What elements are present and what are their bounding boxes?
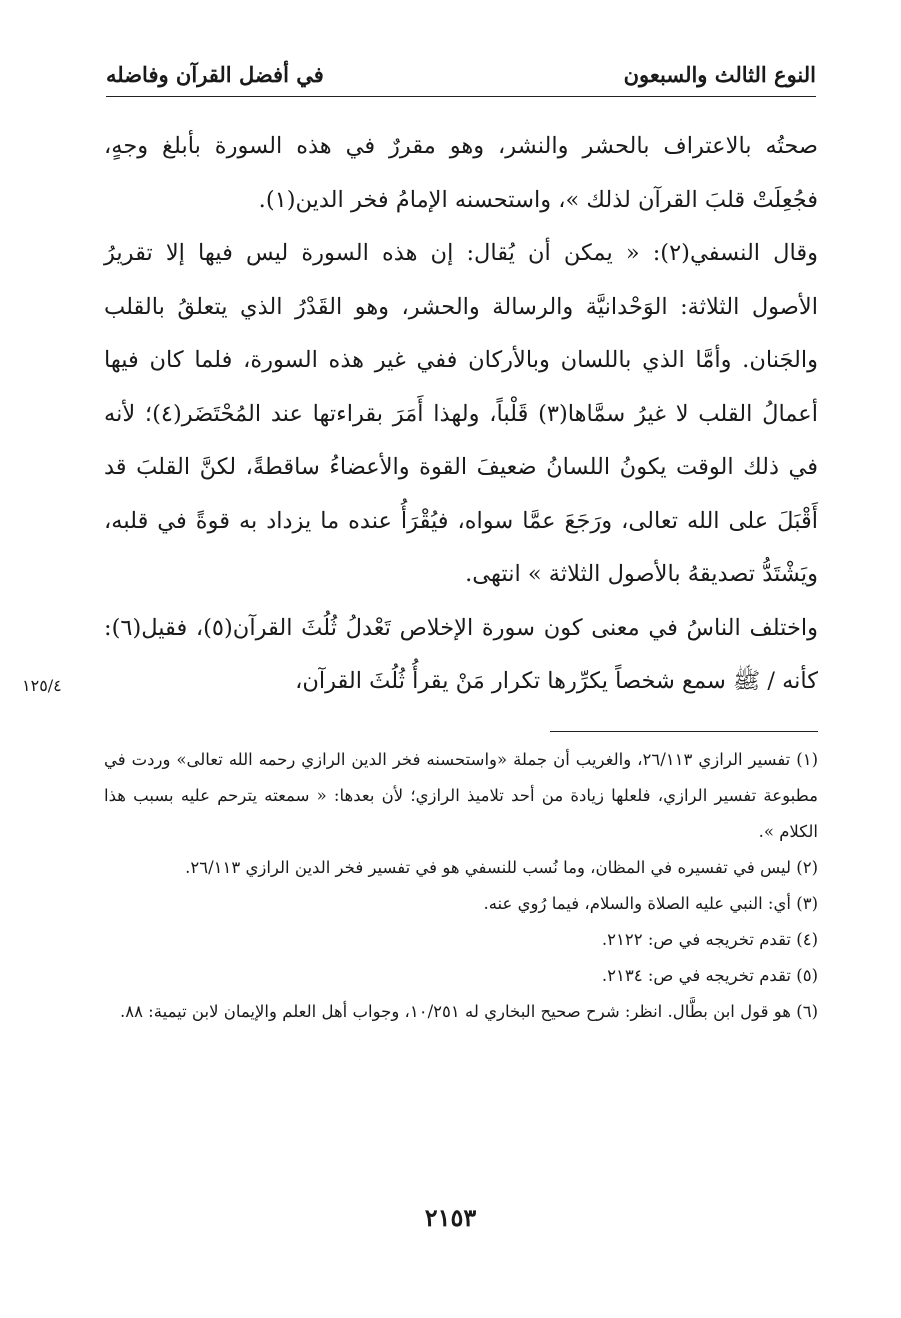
footnote: (٤) تقدم تخريجه في ص: ٢١٢٢.: [601, 930, 818, 949]
paragraph: واختلف الناسُ في معنى كون سورة الإخلاص تَعْدلُ ثُلُثَ القرآن(٥)، فقيل(٦): كأنه / ﷺ سمع شخصاً يكرِّرها تكرار مَنْ يقرأُ ثُلُثَ القرآن،: [104, 614, 818, 694]
margin-reference: ١٢٥/٤: [22, 676, 62, 695]
page-number: ٢١٥٣: [424, 1203, 477, 1232]
footnotes: [104, 742, 818, 1030]
footnote: (٢) ليس في تفسيره في المظان، وما نُسب للنسفي هو في تفسير فخر الدين الرازي ٢٦/١١٣.: [185, 858, 818, 877]
paragraph: صحتُه بالاعتراف بالحشر والنشر، وهو مقررٌ في هذه السورة بأبلغ وجهٍ، فجُعِلَتْ قلبَ القرآن لذلك »، واستحسنه الإمامُ فخر الدين(١).: [104, 133, 818, 213]
header-rule: [106, 96, 816, 97]
footnote: (٥) تقدم تخريجه في ص: ٢١٣٤.: [601, 966, 818, 985]
main-text: [104, 120, 818, 709]
running-header: [106, 52, 816, 96]
footnote: (٦) هو قول ابن بطَّال. انظر: شرح صحيح البخاري له ١٠/٢٥١، وجواب أهل العلم والإيمان لابن تيمية: ٨٨.: [119, 1002, 818, 1021]
footnote: (١) تفسير الرازي ٢٦/١١٣، والغريب أن جملة «واستحسنه فخر الدين الرازي رحمه الله تعالى» وردت في مطبوعة تفسير الرازي، فلعلها زيادة من أحد تلاميذ الرازي؛ لأن بعدها: « سمعته يترحم عليه بسبب هذا الكلام ».: [104, 750, 818, 841]
footnote: (٣) أي: النبي عليه الصلاة والسلام، فيما رُوي عنه.: [483, 894, 818, 913]
chapter-title: النوع الثالث والسبعون: [623, 61, 816, 87]
footnote-rule: [550, 731, 818, 732]
section-title: في أفضل القرآن وفاضله: [106, 61, 324, 87]
paragraph: وقال النسفي(٢): « يمكن أن يُقال: إن هذه السورة ليس فيها إلا تقريرُ الأصول الثلاثة: الوَحْدانيَّة والرسالة والحشر، وهو القَدْرُ الذي يتعلقُ بالقلب والجَنان. وأمَّا الذي باللسان وبالأركان ففي غير هذه السورة، فلما كان فيها أعمالُ القلب لا غيرُ سمَّاها(٣) قَلْباً، ولهذا أَمَرَ بقراءتها عند المُحْتَضَر(٤)؛ لأنه في ذلك الوقت يكونُ اللسانُ ضعيفَ القوة والأعضاءُ ساقطةً، لكنَّ القلبَ قد أَقْبَلَ على الله تعالى، ورَجَعَ عمَّا سواه، فيُقْرَأُ عنده ما يزداد به قوةً في قلبه، ويَشْتَدُّ تصديقهُ بالأصول الثلاثة » انتهى.: [104, 240, 818, 587]
